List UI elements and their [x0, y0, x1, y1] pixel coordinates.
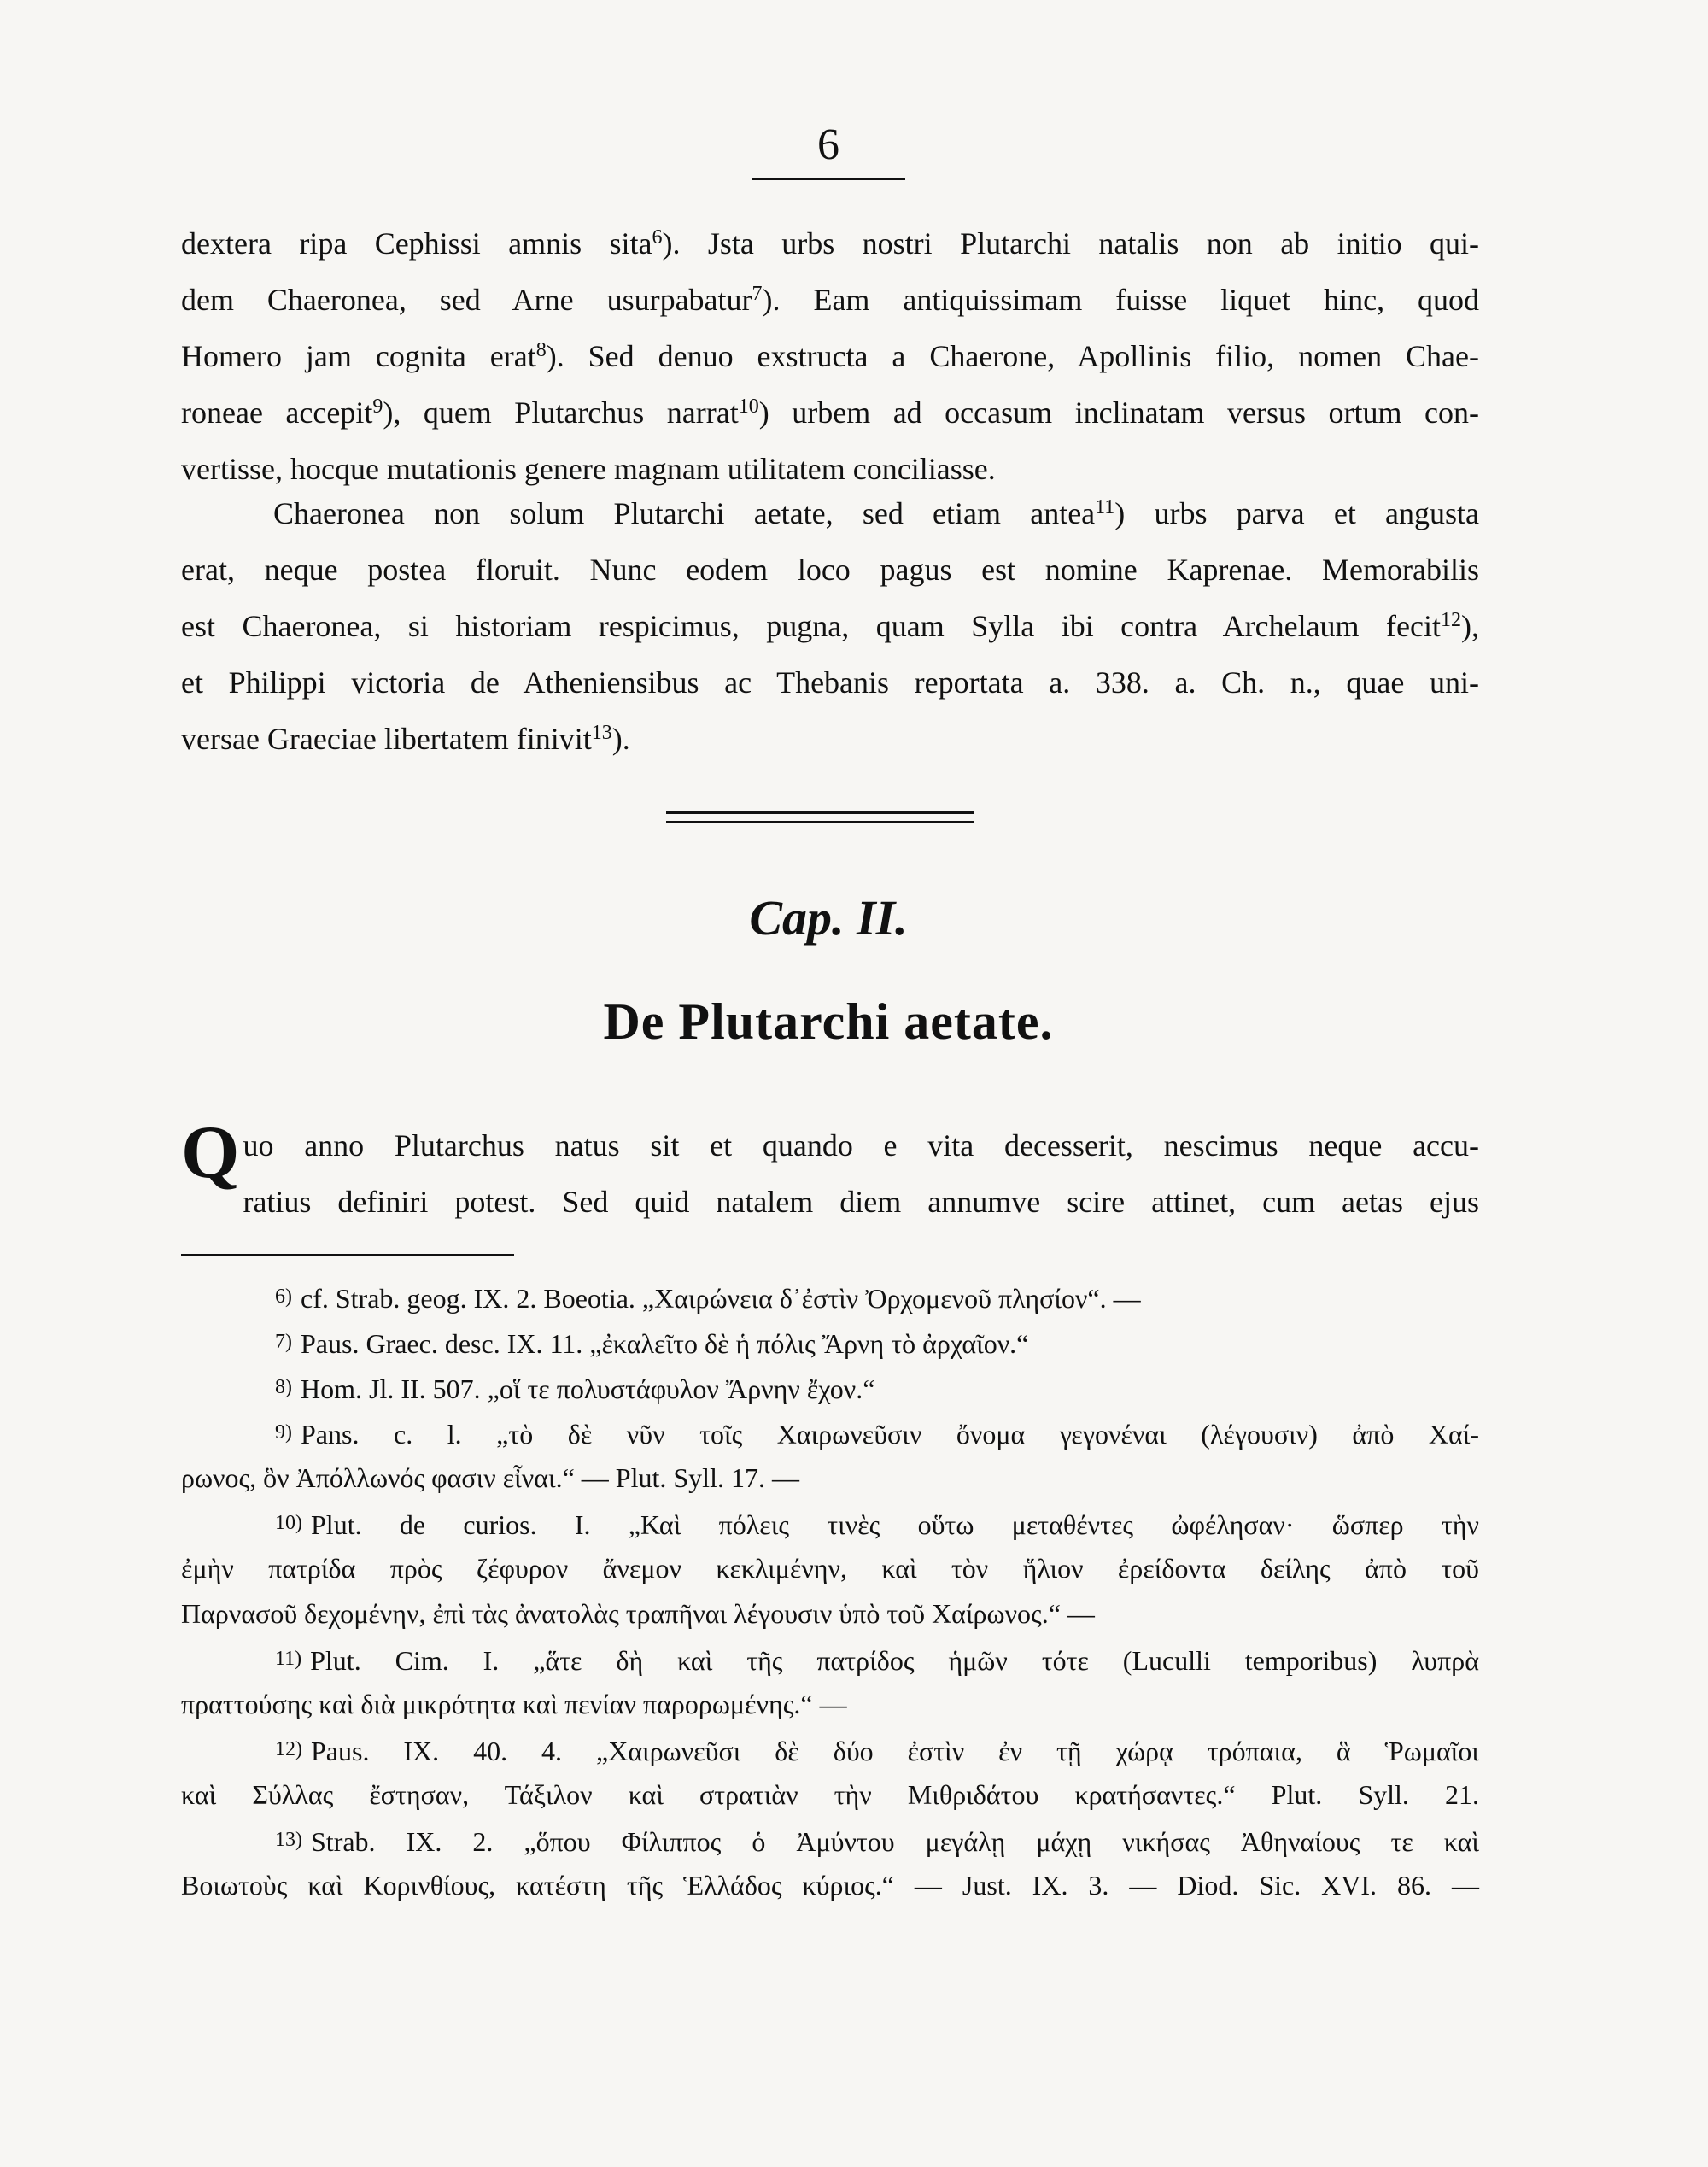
footnote-rule	[181, 1254, 514, 1256]
footnote-ref[interactable]: 9	[372, 395, 383, 418]
footnote-marker: 12)	[275, 1738, 302, 1760]
text-line: dextera ripa Cephissi amnis sita$^6$). Jsta urbs nostri Plutarchi natalis non ab initio qui-	[181, 226, 1479, 261]
footnote-marker: 7)	[275, 1331, 292, 1353]
footnote-ref[interactable]: 13	[591, 722, 612, 744]
footnote-10: 10) Plut. de curios. I. „Καὶ πόλεις τινὲς οὕτω μεταθέντες ὠφέλησαν· ὥσπερ τὴν	[181, 1501, 1479, 1546]
paragraph-2	[181, 485, 1479, 767]
text-line: ratius definiri potest. Sed quid natalem diem annumve scire attinet, cum aetas ejus	[243, 1185, 1479, 1219]
footnote-13: 13) Strab. IX. 2. „ὅπου Φίλιππος ὁ Ἀμύντου μεγάλῃ μάχῃ νικήσας Ἀθηναίους τε καὶ	[181, 1818, 1479, 1863]
text-line: et Philippi victoria de Atheniensibus ac Thebanis reportata a. 338. a. Ch. n., quae uni-	[181, 665, 1479, 700]
footnote-ref[interactable]: 8	[535, 339, 547, 361]
footnotes	[181, 1274, 1479, 1908]
footnote-13-cont: Βοιωτοὺς καὶ Κορινθίους, κατέστη τῆς Ἑλλάδος κύριος.“ — Just. IX. 3. — Diod. Sic. XVI. 86. —	[181, 1870, 1479, 1901]
text-line: erat, neque postea floruit. Nunc eodem loco pagus est nomine Kaprenae. Memorabilis	[181, 553, 1479, 587]
text-line: uo anno Plutarchus natus sit et quando e vita decesserit, nescimus neque accu-	[243, 1128, 1479, 1163]
text-line: est Chaeronea, si historiam respicimus, pugna, quam Sylla ibi contra Archelaum fecit$^{12}$),	[181, 609, 1479, 643]
chapter-title: De Plutarchi aetate.	[603, 993, 1054, 1050]
footnote-marker: 9)	[275, 1421, 292, 1444]
footnote-9: 9) Pans. c. l. „τὸ δὲ νῦν τοῖς Χαιρωνεῦσιν ὄνομα γεγονέναι (λέγουσιν) ἀπὸ Χαί-	[181, 1410, 1479, 1455]
text-line: Chaeronea non solum Plutarchi aetate, sed etiam antea$^{11}$) urbs parva et angusta	[273, 496, 1479, 530]
footnote-12: 12) Paus. IX. 40. 4. „Χαιρωνεῦσι δὲ δύο ἐστὶν ἐν τῇ χώρᾳ τρόπαια, ἃ Ῥωμαῖοι	[181, 1727, 1479, 1772]
footnote-8: 8) Hom. Jl. II. 507. „οἵ τε πολυστάφυλον Ἄρνην ἔχον.“	[181, 1365, 1479, 1410]
text-line: vertisse, hocque mutationis genere magnam utilitatem conciliasse.	[181, 452, 996, 486]
footnote-12-cont: καὶ Σύλλας ἔστησαν, Τάξιλον καὶ στρατιὰν τὴν Μιθριδάτου κρατήσαντες.“ Plut. Syll. 21.	[181, 1779, 1479, 1810]
footnote-marker: 11)	[275, 1648, 302, 1670]
footnote-marker: 13)	[275, 1829, 302, 1851]
footnote-ref[interactable]: 12	[1441, 609, 1461, 631]
footnote-ref[interactable]: 6	[652, 226, 663, 249]
drop-cap: Q	[181, 1111, 240, 1194]
section-divider	[666, 811, 974, 823]
text-line: dem Chaeronea, sed Arne usurpabatur$^7$). Eam antiquissimam fuisse liquet hinc, quod	[181, 283, 1480, 317]
text-line: Homero jam cognita erat$^8$). Sed denuo exstructa a Chaerone, Apollinis filio, nomen Chae-	[181, 339, 1480, 373]
chapter-label: Cap. II.	[749, 890, 908, 946]
page-number: 6	[817, 120, 839, 169]
text-line: versae Graeciae libertatem finivit$^{13}$).	[181, 722, 630, 756]
text-line: roneae accepit$^9$), quem Plutarchus narrat$^{10}$) urbem ad occasum inclinatam versus ortum con-	[181, 395, 1479, 430]
footnote-9-cont: ρωνος, ὃν Ἀπόλλωνός φασιν εἶναι.“ — Plut. Syll. 17. —	[181, 1462, 799, 1493]
page-number-rule	[752, 178, 905, 180]
paragraph-3	[181, 1111, 1479, 1230]
footnote-10-cont: Παρνασοῦ δεχομένην, ἐπὶ τὰς ἀνατολὰς τραπῆναι λέγουσιν ὑπὸ τοῦ Χαίρωνος.“ —	[181, 1598, 1095, 1629]
footnote-ref[interactable]: 11	[1095, 496, 1115, 518]
footnote-marker: 10)	[275, 1512, 302, 1534]
footnote-11: 11) Plut. Cim. I. „ἅτε δὴ καὶ τῆς πατρίδος ἡμῶν τότε (Luculli temporibus) λυπρὰ	[181, 1637, 1479, 1682]
footnote-10-cont: ἐμὴν πατρίδα πρὸς ζέφυρον ἄνεμον κεκλιμένην, καὶ τὸν ἥλιον ἐρείδοντα δείλης ἀπὸ τοῦ	[181, 1553, 1479, 1584]
footnote-11-cont: πραττούσης καὶ διὰ μικρότητα καὶ πενίαν παρορωμένης.“ —	[181, 1689, 847, 1719]
footnote-6: 6) cf. Strab. geog. IX. 2. Boeotia. „Χαιρώνεια δ᾽ἐστὶν Ὀρχομενοῦ πλησίον“. —	[181, 1274, 1479, 1320]
footnote-ref[interactable]: 10	[738, 395, 759, 418]
footnote-marker: 8)	[275, 1376, 292, 1398]
paragraph-1	[181, 215, 1479, 497]
footnote-ref[interactable]: 7	[752, 283, 763, 305]
footnote-7: 7) Paus. Graec. desc. IX. 11. „ἐκαλεῖτο δὲ ἡ πόλις Ἄρνη τὸ ἀρχαῖον.“	[181, 1320, 1479, 1365]
footnote-marker: 6)	[275, 1286, 292, 1308]
